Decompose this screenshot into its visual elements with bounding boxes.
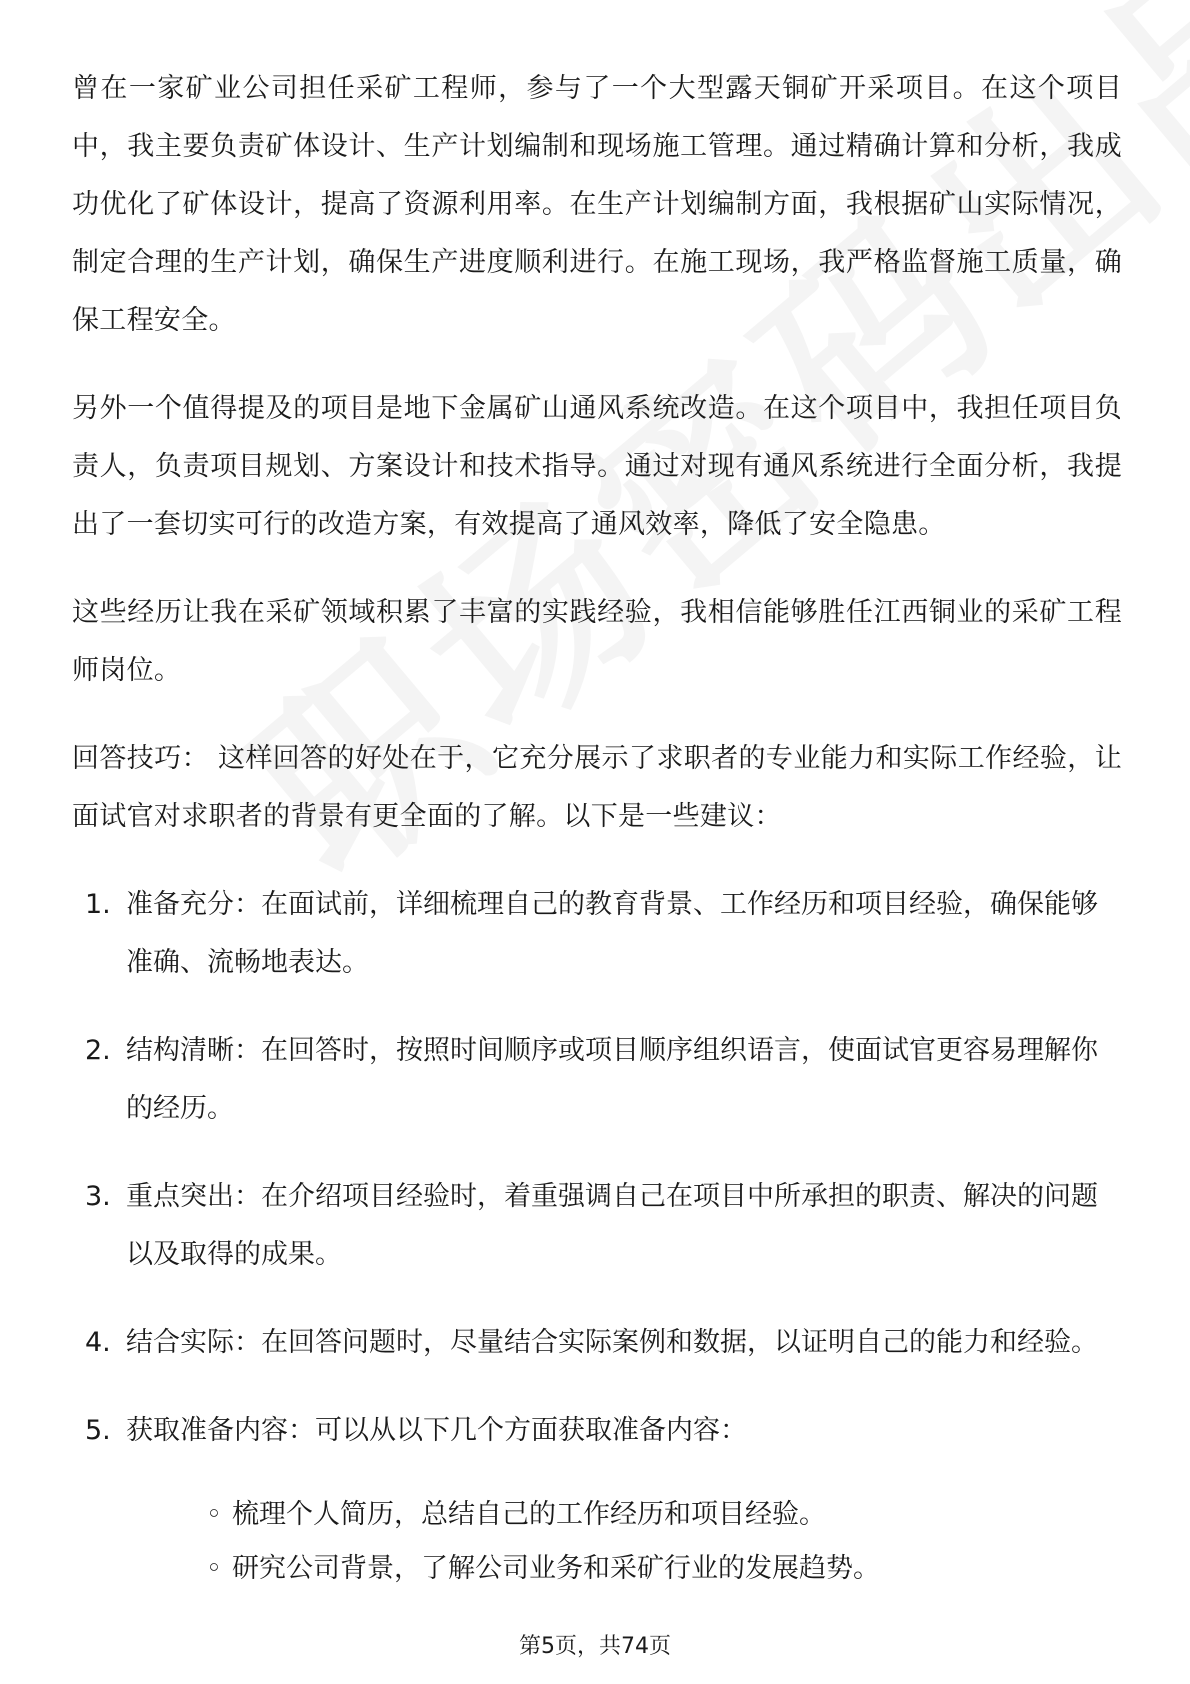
tip-number: 1. (85, 889, 111, 920)
tips-list (72, 876, 1122, 1596)
tip-item-3 (72, 1168, 1122, 1284)
sub-item-1 (126, 1488, 1122, 1542)
tip-text: 准备充分：在面试前，详细梳理自己的教育背景、工作经历和项目经验，确保能够准确、流畅地表达。 (126, 889, 1098, 978)
tip-number: 5. (85, 1415, 111, 1446)
tip-item-1 (72, 876, 1122, 992)
tip-text: 获取准备内容：可以从以下几个方面获取准备内容： (126, 1415, 747, 1446)
paragraph-summary: 这些经历让我在采矿领域积累了丰富的实践经验，我相信能够胜任江西铜业的采矿工程师岗位。 (72, 597, 1122, 686)
paragraph-experience-1: 曾在一家矿业公司担任采矿工程师，参与了一个大型露天铜矿开采项目。在这个项目中，我主要负责矿体设计、生产计划编制和现场施工管理。通过精确计算和分析，我成功优化了矿体设计，提高了资源利用率。在生产计划编制方面，我根据矿山实际情况，制定合理的生产计划，确保生产进度顺利进行。在施工现场，我严格监督施工质量，确保工程安全。 (72, 73, 1122, 336)
page-number-footer: 第5页，共74页 (519, 1634, 671, 1659)
tip-item-5 (72, 1402, 1122, 1596)
tip-text: 重点突出：在介绍项目经验时，着重强调自己在项目中所承担的职责、解决的问题以及取得的成果。 (126, 1181, 1098, 1270)
paragraph-answer-tips: 回答技巧： 这样回答的好处在于，它充分展示了求职者的专业能力和实际工作经验，让面试官对求职者的背景有更全面的了解。以下是一些建议： (72, 743, 1122, 832)
sub-item-text: 研究公司背景，了解公司业务和采矿行业的发展趋势。 (232, 1553, 880, 1584)
tip-item-4 (72, 1314, 1122, 1372)
tip-text: 结构清晰：在回答时，按照时间顺序或项目顺序组织语言，使面试官更容易理解你的经历。 (126, 1035, 1098, 1124)
tip-item-2 (72, 1022, 1122, 1138)
paragraph-experience-2: 另外一个值得提及的项目是地下金属矿山通风系统改造。在这个项目中，我担任项目负责人，负责项目规划、方案设计和技术指导。通过对现有通风系统进行全面分析，我提出了一套切实可行的改造方案，有效提高了通风效率，降低了安全隐患。 (72, 393, 1122, 540)
sub-item-text: 梳理个人简历，总结自己的工作经历和项目经验。 (232, 1499, 826, 1530)
tip-number: 4. (85, 1327, 111, 1358)
tip-text: 结合实际：在回答问题时，尽量结合实际案例和数据，以证明自己的能力和经验。 (126, 1327, 1098, 1358)
tip-number: 2. (85, 1035, 111, 1066)
preparation-sources-list (126, 1488, 1122, 1596)
bullet-icon: ◦ (206, 1553, 222, 1584)
document-body (72, 60, 1122, 1626)
tip-number: 3. (85, 1181, 111, 1212)
sub-item-2 (126, 1542, 1122, 1596)
bullet-icon: ◦ (206, 1499, 222, 1530)
